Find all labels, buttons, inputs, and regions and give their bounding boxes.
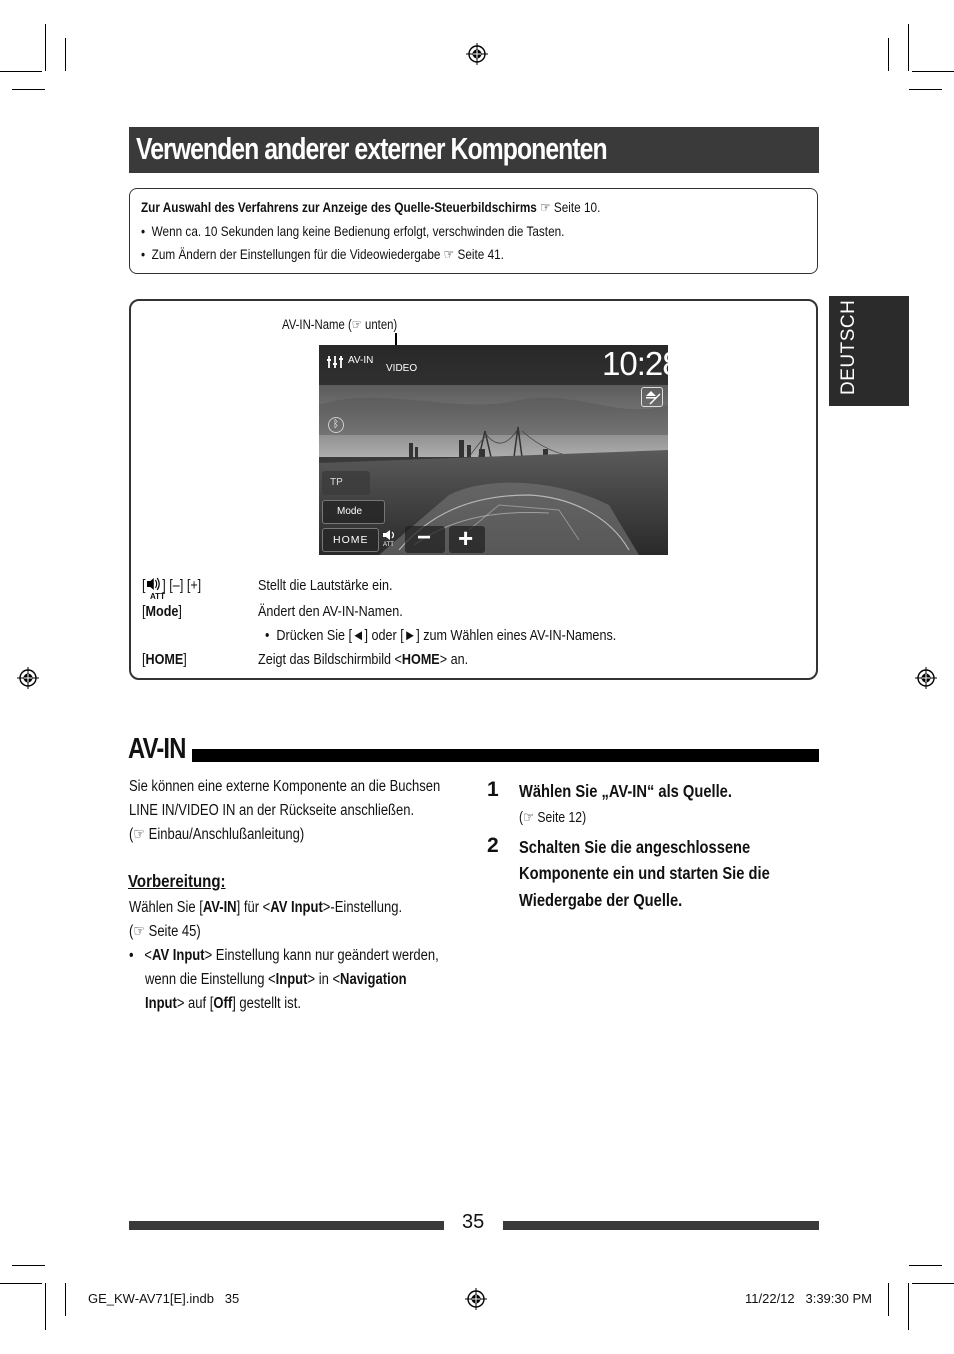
row-mode-key: [Mode] bbox=[142, 603, 182, 620]
intro-line: (☞ Einbau/Anschlußanleitung) bbox=[129, 826, 305, 843]
registration-mark-icon bbox=[465, 1288, 487, 1310]
section-heading-rule bbox=[192, 749, 819, 762]
screen-clock: 10:28 bbox=[602, 345, 680, 382]
prep-text: Wählen Sie [ bbox=[129, 899, 203, 916]
info-bullet bbox=[141, 223, 564, 239]
crop-mark bbox=[912, 1283, 954, 1284]
page-title: Verwenden anderer externer Komponenten bbox=[136, 131, 607, 166]
att-label: ATT bbox=[383, 542, 394, 548]
row-mode-bullet bbox=[258, 627, 616, 644]
step-text: Komponente ein und starten Sie die bbox=[519, 863, 770, 883]
row-mode-desc: Ändert den AV-IN-Namen. bbox=[258, 603, 403, 620]
crop-mark bbox=[0, 71, 42, 72]
crop-mark bbox=[909, 89, 942, 90]
att-sublabel: ATT bbox=[150, 592, 165, 601]
page-ref-icon: ☞ bbox=[443, 246, 455, 262]
note-bold: Input bbox=[145, 995, 177, 1012]
tp-label: TP bbox=[330, 477, 343, 488]
crop-mark bbox=[12, 1265, 45, 1266]
bullet-icon: • bbox=[141, 246, 152, 262]
crop-mark bbox=[909, 1265, 942, 1266]
bullet-icon: • bbox=[258, 627, 277, 644]
crop-mark bbox=[908, 24, 909, 71]
print-slug-right: 11/22/12 3:39:30 PM bbox=[745, 1291, 872, 1306]
home-button[interactable] bbox=[322, 528, 379, 552]
screen-source-label: AV-IN bbox=[348, 355, 374, 366]
crop-mark bbox=[45, 1283, 46, 1330]
note-bold: AV Input bbox=[152, 947, 205, 964]
note-bullet bbox=[129, 944, 439, 968]
step-number: 2 bbox=[487, 834, 499, 857]
step-text: Wiedergabe der Quelle. bbox=[519, 890, 683, 910]
crop-mark bbox=[888, 38, 889, 71]
note-bold: Off bbox=[213, 995, 233, 1012]
prep-text: >-Einstellung. bbox=[322, 899, 403, 916]
intro-ref: Einbau/Anschlußanleitung) bbox=[148, 826, 305, 843]
speaker-icon bbox=[382, 529, 398, 541]
info-bullet-ref: Seite 41. bbox=[457, 246, 504, 262]
page-ref-icon: ☞ bbox=[133, 923, 149, 940]
eject-tilt-button[interactable] bbox=[641, 387, 663, 407]
volume-up-button[interactable] bbox=[449, 523, 485, 553]
crop-mark bbox=[908, 1283, 909, 1330]
crop-mark bbox=[912, 71, 954, 72]
intro-line: LINE IN/VIDEO IN an der Rückseite anschließen. bbox=[129, 802, 415, 819]
volume-att-button[interactable] bbox=[382, 528, 402, 552]
minus-icon: − bbox=[417, 524, 432, 551]
note-bold: Input bbox=[275, 971, 308, 988]
note-bold: Navigation bbox=[340, 971, 407, 988]
note-line bbox=[145, 992, 301, 1016]
volume-keys-text: ] [–] [+] bbox=[162, 577, 202, 594]
crop-mark bbox=[45, 24, 46, 71]
row-home-key: [HOME] bbox=[142, 651, 187, 668]
intro-line: Sie können eine externe Komponente an die Buchsen bbox=[129, 778, 441, 795]
step-ref: (☞ Seite 12) bbox=[519, 810, 587, 826]
home-desc-bold: HOME bbox=[401, 651, 440, 668]
note-text: ] gestellt ist. bbox=[232, 995, 301, 1012]
device-screen bbox=[319, 345, 680, 555]
note-text: > auf [ bbox=[176, 995, 214, 1012]
info-bullet bbox=[141, 246, 504, 263]
page-ref-icon: ☞ bbox=[540, 199, 551, 215]
print-slug-left: GE_KW-AV71[E].indb 35 bbox=[88, 1291, 240, 1306]
screen-avin-name: VIDEO bbox=[386, 363, 418, 374]
bracket-open: [ bbox=[142, 577, 146, 594]
step-number: 1 bbox=[487, 778, 499, 801]
speaker-icon bbox=[146, 577, 163, 591]
note-text: < bbox=[144, 947, 153, 964]
info-bullet-text: Wenn ca. 10 Sekunden lang keine Bedienung erfolgt, verschwinden die Tasten. bbox=[151, 223, 565, 239]
bullet-icon: • bbox=[141, 223, 152, 239]
prep-line bbox=[129, 896, 402, 920]
language-tab-label: DEUTSCH bbox=[838, 299, 859, 395]
volume-down-button[interactable] bbox=[405, 526, 445, 553]
prep-line: (☞ Seite 45) bbox=[129, 923, 201, 940]
info-heading-ref: Seite 10. bbox=[553, 199, 601, 215]
mode-button[interactable] bbox=[322, 500, 385, 524]
bullet-icon: • bbox=[129, 947, 145, 964]
mode-label: Mode bbox=[337, 506, 363, 517]
row-home-desc bbox=[258, 651, 468, 668]
step-text: Schalten Sie die angeschlossene bbox=[519, 837, 751, 857]
crop-mark bbox=[65, 38, 66, 71]
source-menu-icon[interactable] bbox=[326, 355, 344, 369]
page-ref-icon: ☞ bbox=[523, 810, 538, 826]
crop-mark bbox=[0, 1283, 42, 1284]
registration-mark-icon bbox=[17, 667, 39, 689]
callout-ref: unten) bbox=[365, 317, 398, 332]
registration-mark-icon bbox=[466, 43, 488, 65]
info-heading bbox=[141, 199, 600, 216]
eject-icon bbox=[642, 388, 662, 406]
home-desc-post: > an. bbox=[439, 651, 469, 668]
home-key-label: HOME bbox=[145, 651, 184, 668]
note-line bbox=[145, 968, 407, 992]
note-text: > in < bbox=[307, 971, 341, 988]
crop-mark bbox=[888, 1283, 889, 1316]
crop-mark bbox=[12, 89, 45, 90]
section-heading: AV-IN bbox=[128, 733, 186, 765]
prep-bold: AV Input bbox=[270, 899, 323, 916]
bluetooth-icon[interactable]: ᛒ bbox=[328, 417, 344, 433]
tp-button[interactable] bbox=[322, 471, 370, 495]
callout-label bbox=[282, 317, 397, 333]
note-text: wenn die Einstellung < bbox=[145, 971, 276, 988]
footer-bar bbox=[503, 1221, 819, 1230]
page-ref-icon: ☞ bbox=[351, 317, 366, 332]
row-volume-desc: Stellt die Lautstärke ein. bbox=[258, 577, 393, 594]
mode-key-label: Mode bbox=[145, 603, 179, 620]
home-label: HOME bbox=[333, 534, 369, 546]
info-heading-text: Zur Auswahl des Verfahrens zur Anzeige des Quelle-Steuerbildschirms bbox=[141, 199, 537, 215]
plus-icon: + bbox=[458, 523, 474, 553]
note-text: > Einstellung kann nur geändert werden, bbox=[204, 947, 439, 964]
footer-bar bbox=[129, 1221, 444, 1230]
page-ref-icon: ☞ bbox=[133, 826, 149, 843]
crop-mark bbox=[65, 1283, 66, 1316]
registration-mark-icon bbox=[915, 667, 937, 689]
page-number: 35 bbox=[462, 1211, 485, 1233]
mode-bullet-text: Drücken Sie [◄] oder [►] zum Wählen eines AV-IN-Namens. bbox=[276, 627, 617, 644]
info-bullet-text: Zum Ändern der Einstellungen für die Videowiedergabe bbox=[151, 246, 441, 262]
home-desc-pre: Zeigt das Bildschirmbild < bbox=[258, 651, 402, 668]
callout-label-text: AV-IN-Name ( bbox=[282, 317, 352, 332]
prep-text: ] für < bbox=[236, 899, 271, 916]
step-text: Wählen Sie „AV-IN“ als Quelle. bbox=[519, 781, 732, 801]
prep-heading: Vorbereitung: bbox=[128, 871, 226, 891]
prep-bold: AV-IN bbox=[202, 899, 237, 916]
prep-ref: Seite 45) bbox=[148, 923, 201, 940]
step-ref-text: Seite 12) bbox=[537, 810, 587, 826]
